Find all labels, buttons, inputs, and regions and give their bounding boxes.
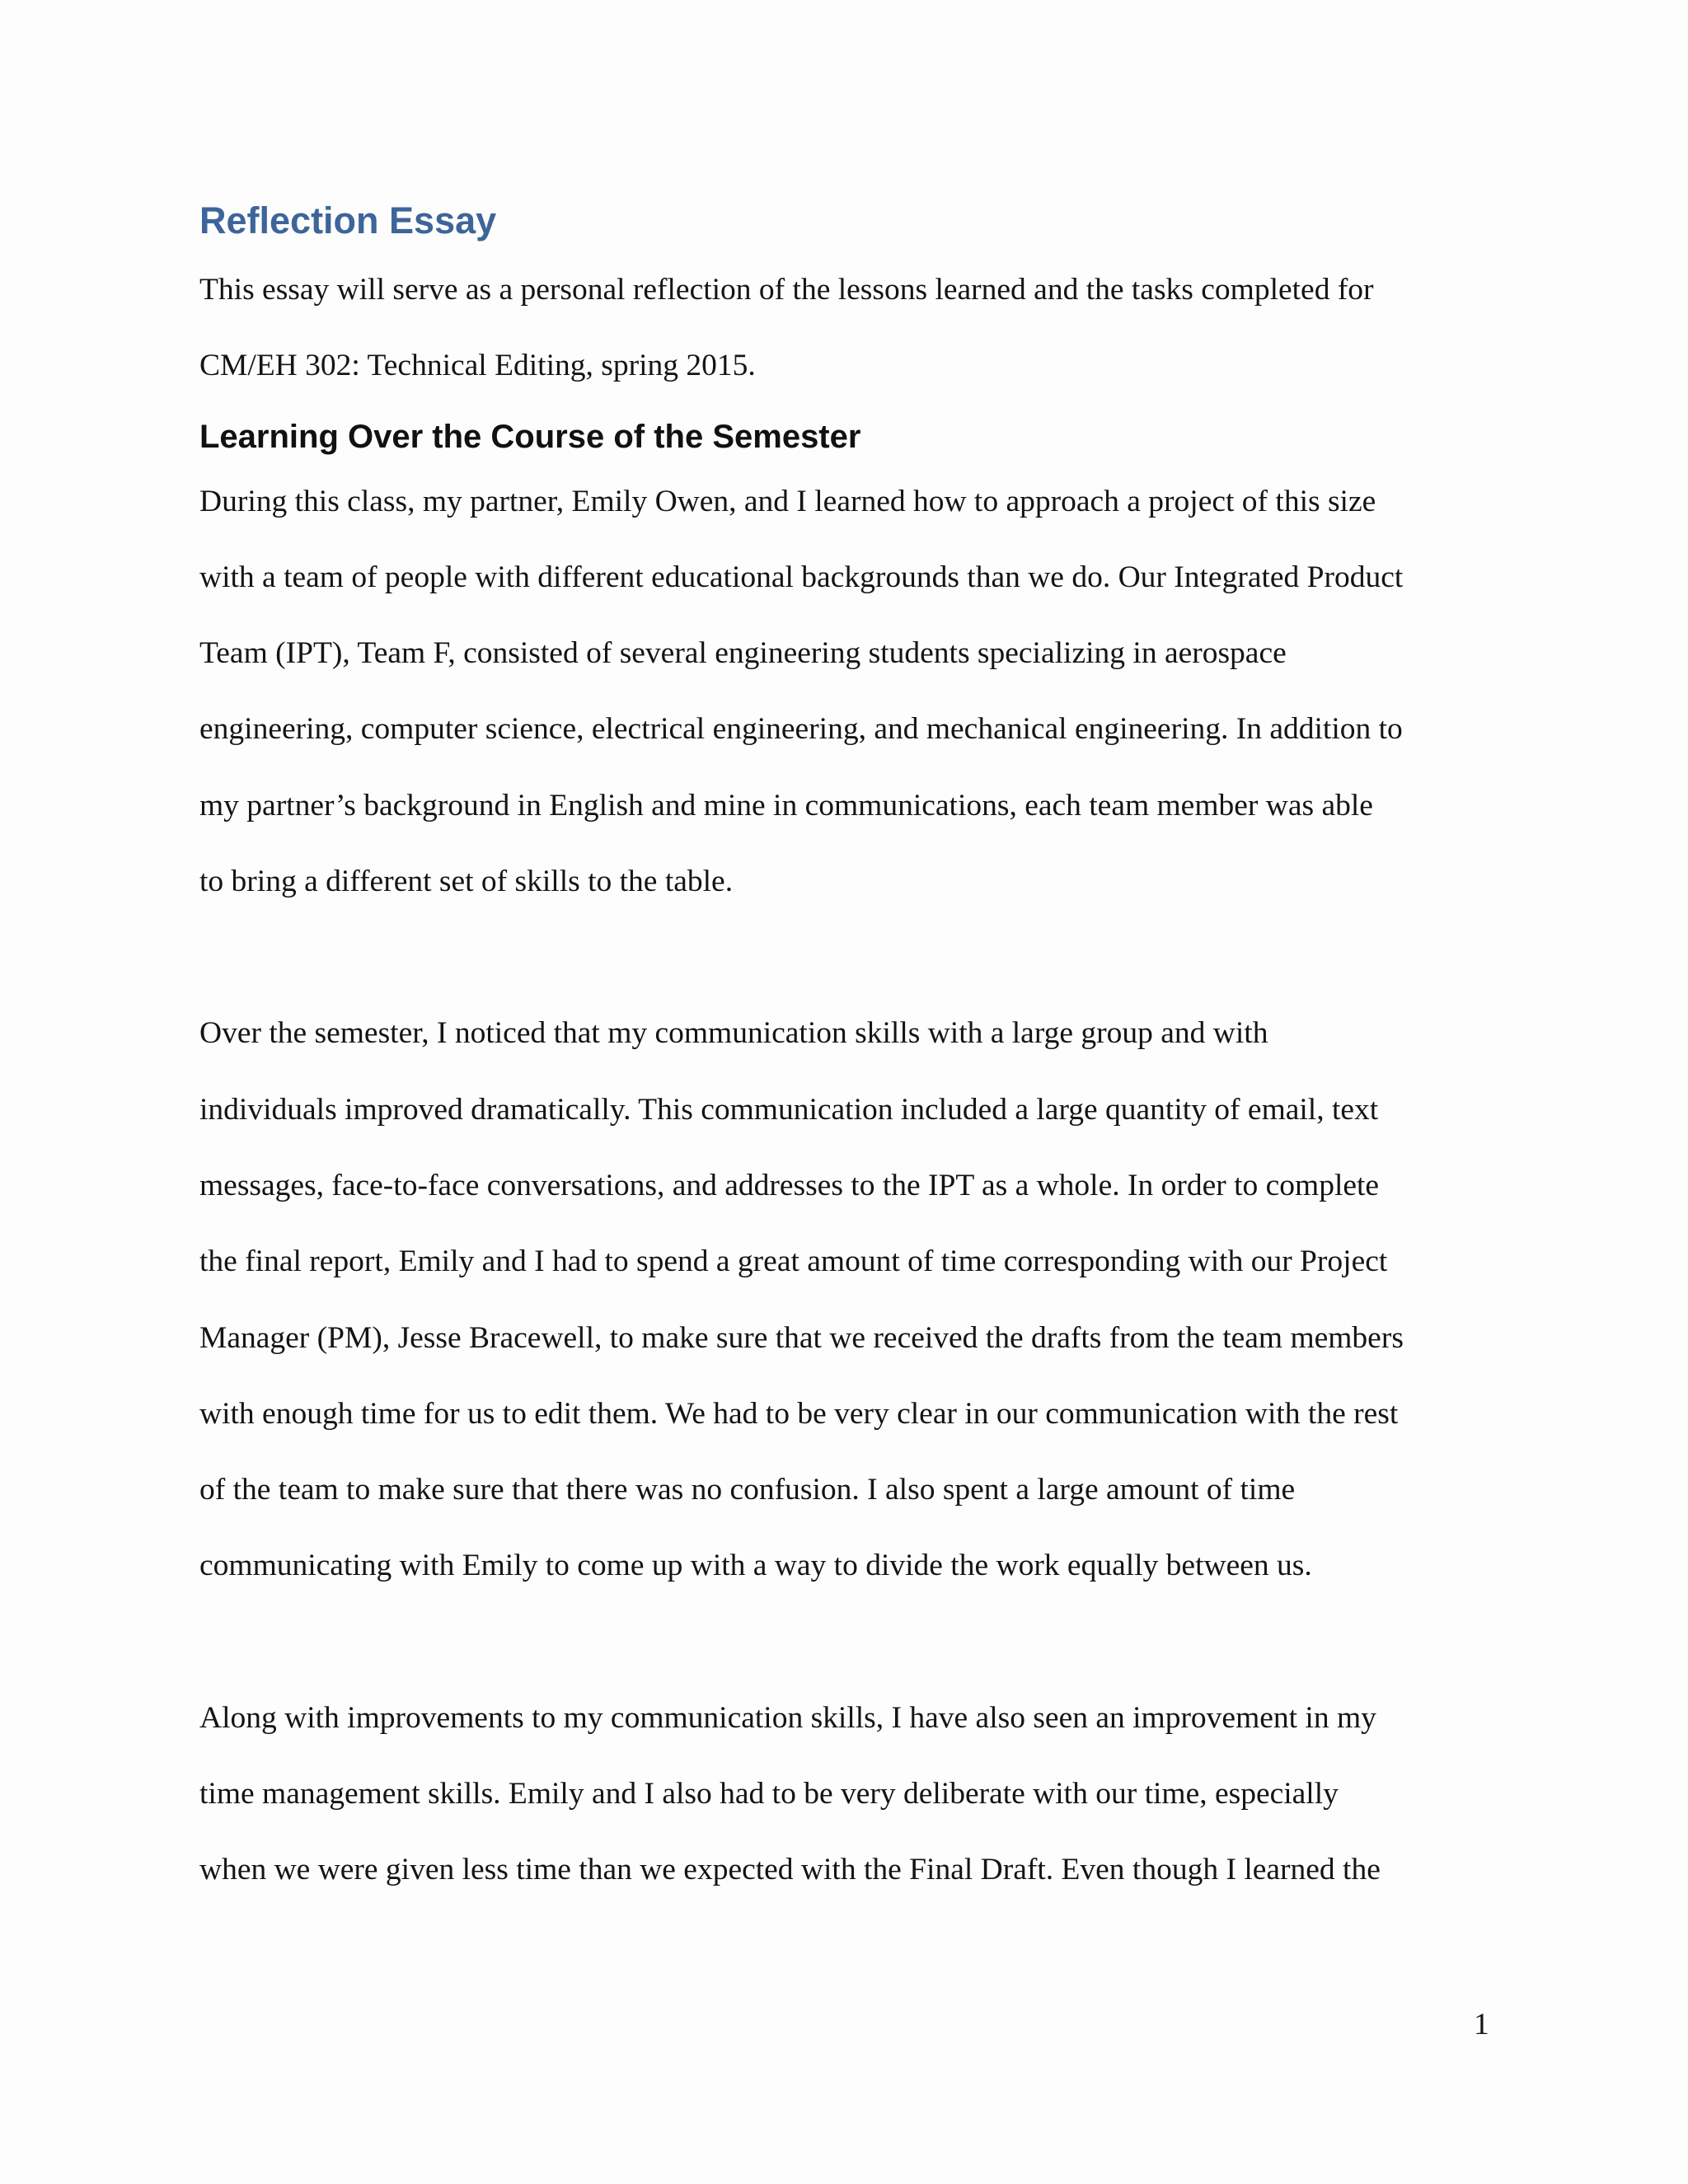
text-line: During this class, my partner, Emily Owen, and I learned how to approach a project of this size xyxy=(199,484,1376,518)
essay-title: Reflection Essay xyxy=(199,199,497,241)
paragraph-communication xyxy=(199,996,1502,1604)
text-line: engineering, computer science, electrical engineering, and mechanical engineering. In addition to xyxy=(199,712,1403,747)
text-line: my partner’s background in English and mine in communications, each team member was able xyxy=(199,788,1373,823)
text-line: the final report, Emily and I had to spend a great amount of time corresponding with our Project xyxy=(199,1244,1388,1279)
text-line: of the team to make sure that there was no confusion. I also spent a large amount of time xyxy=(199,1473,1296,1507)
page-content xyxy=(199,165,1502,1909)
text-line: Manager (PM), Jesse Bracewell, to make sure that we received the drafts from the team members xyxy=(199,1320,1404,1355)
text-line: with a team of people with different educational backgrounds than we do. Our Integrated Product xyxy=(199,560,1404,594)
text-line: Over the semester, I noticed that my communication skills with a large group and with xyxy=(199,1016,1268,1051)
paragraph-team xyxy=(199,464,1502,921)
text-line: This essay will serve as a personal reflection of the lessons learned and the tasks completed for xyxy=(199,273,1374,307)
text-line: with enough time for us to edit them. We had to be very clear in our communication with the rest xyxy=(199,1396,1399,1431)
text-line: Along with improvements to my communication skills, I have also seen an improvement in my xyxy=(199,1700,1376,1735)
text-line: Team (IPT), Team F, consisted of several engineering students specializing in aerospace xyxy=(199,636,1287,671)
text-line: when we were given less time than we expected with the Final Draft. Even though I learned the xyxy=(199,1853,1381,1887)
text-line: to bring a different set of skills to the table. xyxy=(199,865,734,899)
intro-paragraph xyxy=(199,252,1502,405)
section-heading: Learning Over the Course of the Semester xyxy=(199,418,861,455)
text-line: time management skills. Emily and I also had to be very deliberate with our time, especially xyxy=(199,1777,1339,1811)
text-line: messages, face-to-face conversations, and addresses to the IPT as a whole. In order to complete xyxy=(199,1168,1380,1202)
paragraph-time-management xyxy=(199,1680,1502,1909)
text-line: communicating with Emily to come up with a way to divide the work equally between us. xyxy=(199,1549,1312,1583)
page-number: 1 xyxy=(1474,2008,1489,2041)
text-line: CM/EH 302: Technical Editing, spring 2015. xyxy=(199,349,756,383)
text-line: individuals improved dramatically. This communication included a large quantity of email, text xyxy=(199,1092,1379,1127)
